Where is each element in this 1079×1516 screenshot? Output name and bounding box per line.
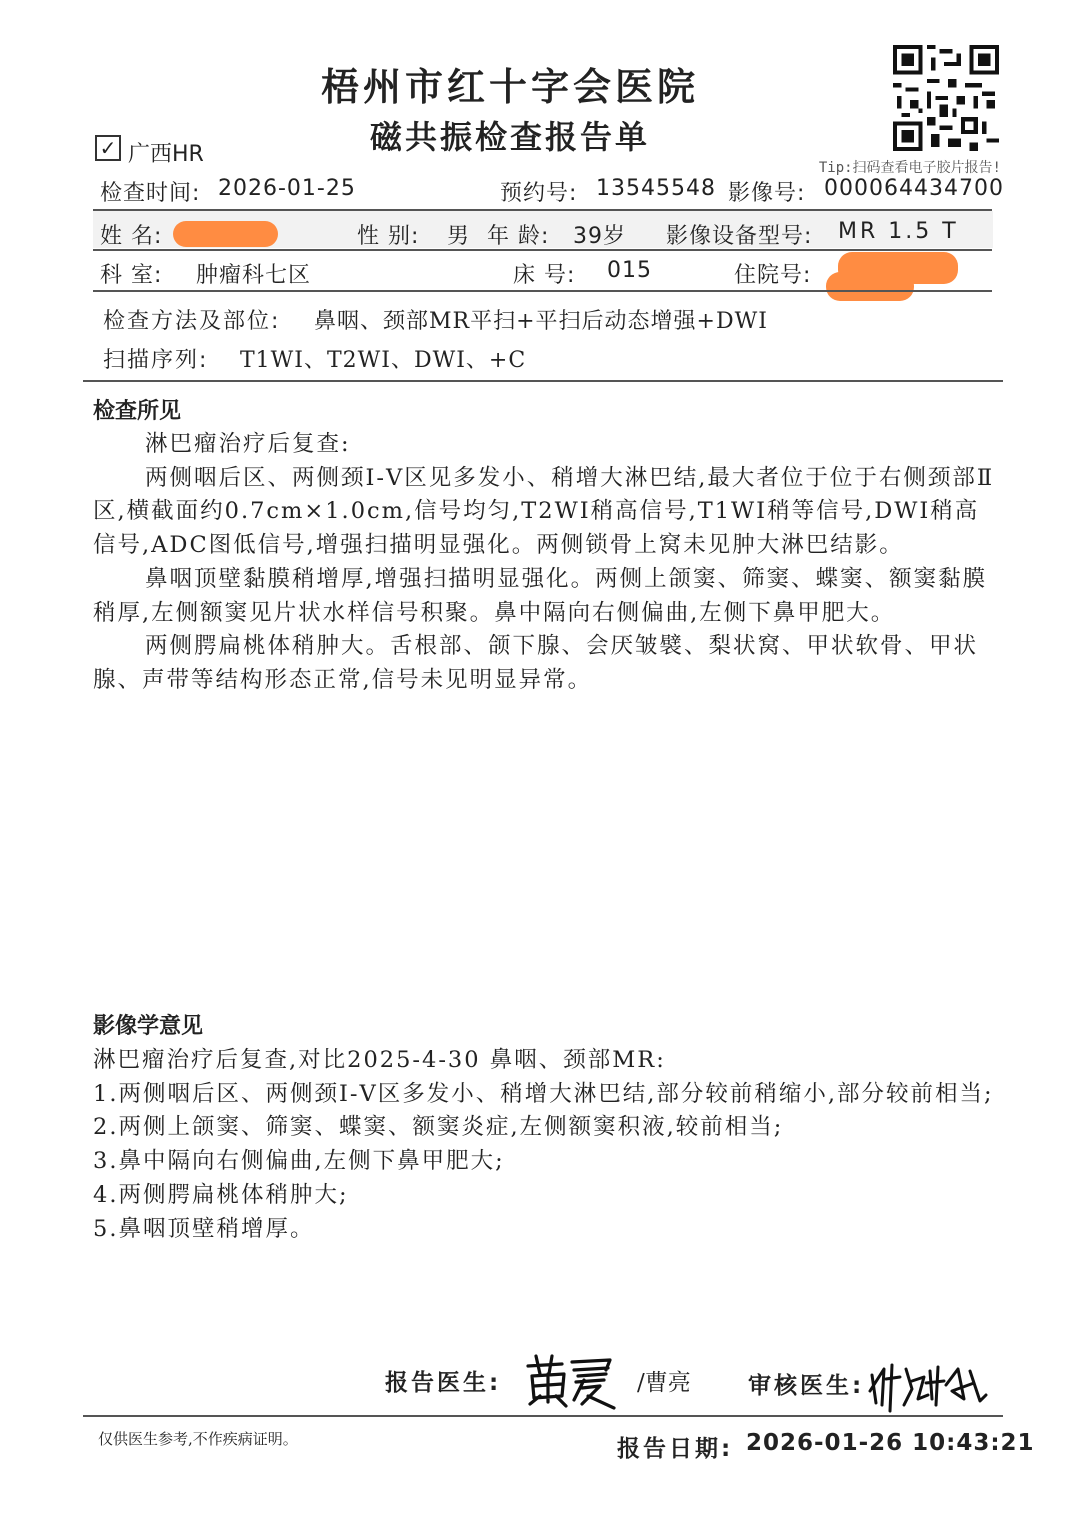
method: 鼻咽、颈部MR平扫+平扫后动态增强+DWI xyxy=(314,309,768,334)
dept-label: 科 室: xyxy=(100,263,163,288)
report-doctor-signature xyxy=(522,1352,618,1410)
findings-paragraph: 鼻咽顶壁黏膜稍增厚,增强扫描明显强化。两侧上颌窦、筛窦、蝶窦、额窦黏膜稍厚,左侧额窦见片状水样信号积聚。鼻中隔向右侧偏曲,左侧下鼻甲肥大。 xyxy=(93,565,988,626)
report-date-label: 报告日期: xyxy=(617,1436,734,1462)
divider xyxy=(83,1415,1003,1417)
method-label: 检查方法及部位: xyxy=(103,309,281,334)
report-doctor-label: 报告医生: xyxy=(385,1370,502,1396)
hospital-name: 梧州市红十字会医院 xyxy=(320,64,699,109)
gender: 男 xyxy=(447,224,471,249)
bed: 015 xyxy=(607,258,652,283)
report-date: 2026-01-26 10:43:21 xyxy=(746,1430,1035,1456)
impression-line: 3.鼻中隔向右侧偏曲,左侧下鼻甲肥大; xyxy=(93,1148,505,1175)
findings-paragraph: 两侧腭扁桃体稍肿大。舌根部、颌下腺、会厌皱襞、梨状窝、甲状软骨、甲状腺、声带等结构形态正常,信号未见明显异常。 xyxy=(93,633,979,693)
name-redaction xyxy=(173,221,278,247)
findings-title: 检查所见 xyxy=(93,399,182,424)
image-no: 000064434700 xyxy=(824,176,1004,201)
appointment-no: 13545548 xyxy=(596,176,716,201)
sequence-label: 扫描序列: xyxy=(103,348,209,373)
region-label: 广西HR xyxy=(128,142,204,167)
impression-line: 5.鼻咽顶壁稍增厚。 xyxy=(93,1215,315,1242)
age: 39岁 xyxy=(573,224,626,249)
findings-body xyxy=(93,428,998,698)
report-title: 磁共振检查报告单 xyxy=(369,118,650,156)
exam-time-label: 检查时间: xyxy=(100,181,201,206)
qr-code[interactable] xyxy=(893,45,999,151)
sequence: T1WI、T2WI、DWI、+C xyxy=(240,348,527,373)
divider xyxy=(83,380,1003,382)
review-doctor-signature xyxy=(866,1355,992,1413)
impression-line: 1.两侧咽后区、两侧颈Ⅰ-Ⅴ区多发小、稍增大淋巴结,部分较前稍缩小,部分较前相当; xyxy=(93,1080,994,1107)
device-label: 影像设备型号: xyxy=(666,224,813,249)
appointment-label: 预约号: xyxy=(500,181,578,206)
impression-body xyxy=(93,1044,998,1246)
impression-line: 4.两侧腭扁桃体稍肿大; xyxy=(93,1181,349,1208)
impression-line: 淋巴瘤治疗后复查,对比2025-4-30 鼻咽、颈部MR: xyxy=(93,1047,666,1073)
qr-tip: Tip:扫码查看电子胶片报告! xyxy=(818,160,1001,176)
region-checkbox[interactable]: ✓ xyxy=(95,135,121,161)
impression-line: 2.两侧上颌窦、筛窦、蝶窦、额窦炎症,左侧额窦积液,较前相当; xyxy=(93,1114,784,1141)
bed-label: 床 号: xyxy=(513,263,576,288)
inpatient-label: 住院号: xyxy=(734,263,812,288)
report-doctor-name: /曹亮 xyxy=(637,1370,691,1396)
findings-paragraph: 淋巴瘤治疗后复查: xyxy=(145,431,351,457)
name-label: 姓 名: xyxy=(100,224,163,249)
image-label: 影像号: xyxy=(728,181,806,206)
findings-paragraph: 两侧咽后区、两侧颈Ⅰ-Ⅴ区见多发小、稍增大淋巴结,最大者位于位于右侧颈部Ⅱ区,横截面约0.7cm×1.0cm,信号均匀,T2WI稍高信号,T1WI稍等信号,DWI稍高信号,ADC图低信号,增强扫描明显强化。两侧锁骨上窝未见肿大淋巴结影。 xyxy=(93,464,995,559)
device: MR 1.5 T xyxy=(838,219,959,244)
gender-label: 性 别: xyxy=(357,224,420,249)
impression-title: 影像学意见 xyxy=(93,1014,204,1039)
dept: 肿瘤科七区 xyxy=(196,263,312,288)
exam-time: 2026-01-25 xyxy=(218,176,356,201)
divider xyxy=(93,290,992,292)
review-doctor-label: 审核医生: xyxy=(748,1373,865,1399)
disclaimer: 仅供医生参考,不作疾病证明。 xyxy=(98,1430,298,1448)
divider xyxy=(93,249,992,251)
inpatient-redaction xyxy=(826,272,914,301)
age-label: 年 龄: xyxy=(487,224,550,249)
